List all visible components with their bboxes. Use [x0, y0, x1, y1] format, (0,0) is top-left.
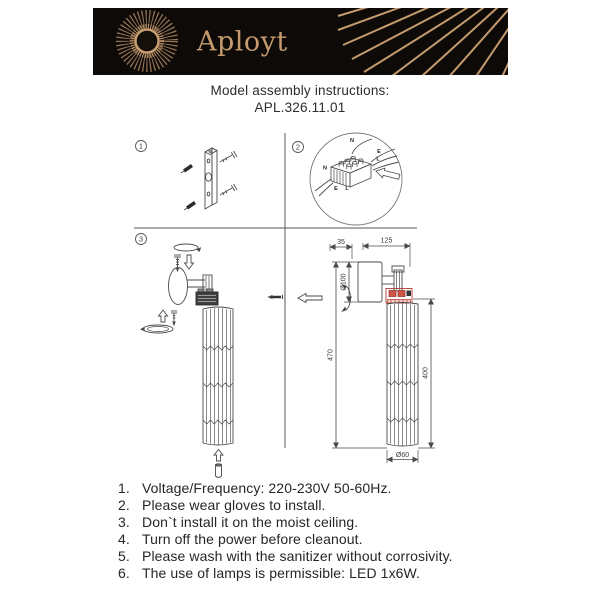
instruction-item — [118, 497, 508, 514]
block-n-label: N — [323, 165, 327, 172]
wires — [315, 139, 399, 196]
instruction-number: 1. — [118, 480, 130, 496]
dim-shade-height: 400 — [422, 367, 430, 379]
step-badges — [136, 141, 304, 245]
wire-l-label: L — [376, 156, 380, 163]
step-2-badge: 2 — [295, 142, 301, 152]
block-l-label: L — [345, 186, 349, 192]
detail-circle — [310, 133, 402, 225]
step-3-assembly-drawing — [141, 244, 351, 478]
instruction-item — [118, 565, 508, 582]
dim-offset: 35 — [337, 239, 345, 246]
brand-name: Aployt — [197, 26, 288, 58]
instruction-text: The use of lamps is permissible: LED 1x6W. — [142, 565, 421, 581]
anchor-icon — [181, 166, 192, 174]
dim-overall-height: 470 — [327, 349, 335, 361]
instructions-list — [118, 480, 508, 582]
highlighted-socket — [386, 289, 412, 304]
ring-icon — [174, 244, 198, 251]
page-title: Model assembly instructions: — [210, 83, 390, 98]
wall-plate — [169, 268, 188, 305]
step-3-badge: 3 — [138, 234, 144, 244]
left-arrow-icon — [298, 294, 322, 303]
dim-arm: 125 — [380, 237, 393, 245]
terminal-screws — [339, 157, 363, 170]
down-arrow-icon — [185, 255, 194, 269]
instruction-number: 2. — [118, 497, 130, 513]
finial-pin — [216, 464, 222, 478]
glass-shade — [203, 307, 233, 445]
step-1-bracket-drawing — [181, 148, 237, 210]
dimension-drawing — [328, 238, 436, 464]
anchor-icon — [184, 203, 195, 211]
instruction-number: 5. — [118, 548, 130, 564]
instruction-text: Don`t install it on the moist ceiling. — [142, 514, 359, 530]
wall-plate — [358, 262, 382, 302]
screw-icon — [269, 295, 283, 299]
wire-n-label: N — [350, 138, 354, 144]
lamp-socket — [196, 289, 218, 305]
panel-dividers — [134, 133, 417, 448]
screw-icon — [220, 184, 237, 195]
instruction-number: 6. — [118, 565, 130, 581]
instruction-item — [118, 548, 508, 565]
instruction-item — [118, 480, 508, 497]
up-arrow-icon — [214, 450, 223, 462]
dim-shade-diameter: Ø60 — [395, 452, 410, 459]
glass-shade — [387, 303, 418, 447]
instruction-text: Turn off the power before cleanout. — [142, 531, 363, 547]
instruction-number: 3. — [118, 514, 130, 530]
instruction-number: 4. — [118, 531, 130, 547]
screw-icon — [171, 311, 177, 325]
wire-e-label: E — [377, 149, 381, 155]
instruction-text: Please wash with the sanitizer without corrosivity. — [142, 548, 453, 564]
instruction-text: Please wear gloves to install. — [142, 497, 326, 513]
instruction-item — [118, 531, 508, 548]
up-arrow-icon — [159, 310, 168, 322]
step-2-wiring-detail — [310, 133, 402, 225]
dim-plate-diameter: Ø100 — [340, 273, 348, 291]
model-number: APL.326.11.01 — [254, 99, 346, 115]
step-1-badge: 1 — [138, 141, 144, 151]
insert-arrow-icon — [375, 166, 401, 182]
screw-icon — [220, 151, 237, 162]
instruction-item — [118, 514, 508, 531]
block-e-label: E — [334, 186, 338, 192]
ring-icon — [141, 325, 173, 333]
instruction-text: Voltage/Frequency: 220-230V 50-60Hz. — [142, 480, 392, 496]
